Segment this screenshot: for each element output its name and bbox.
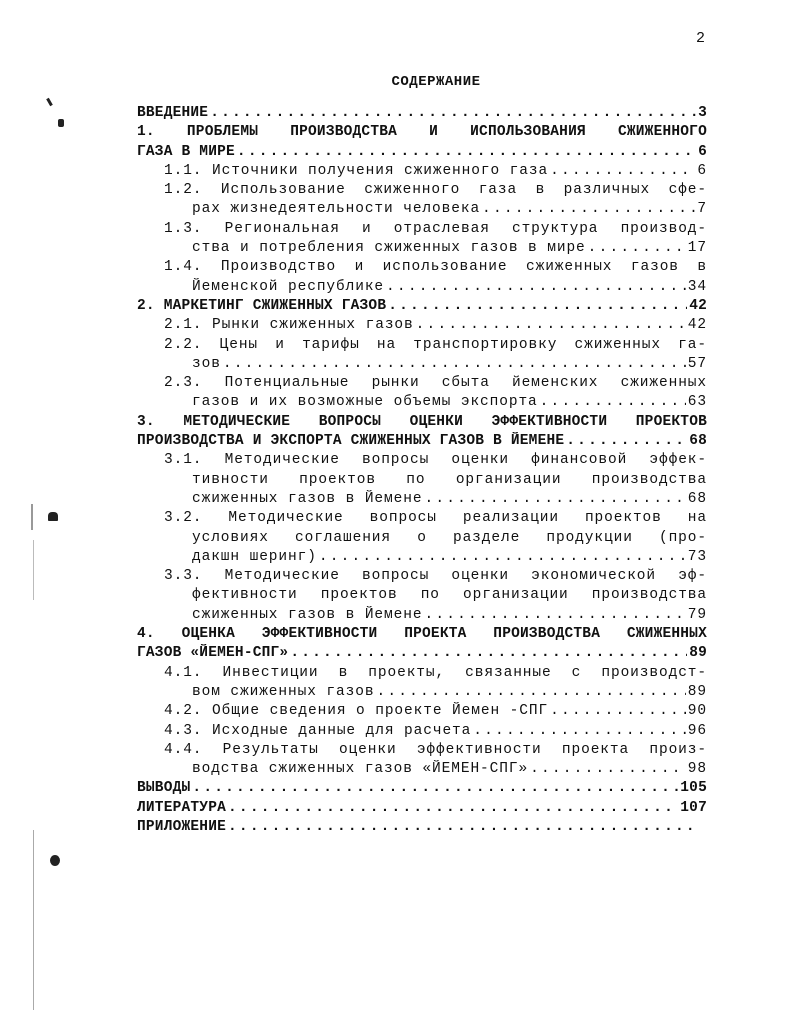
toc-entry-page: 73 (687, 548, 707, 565)
leader-dots (588, 239, 686, 258)
toc-entry-text: 1.1. Источники получения сжиженного газа (164, 162, 549, 179)
toc-entry-page: 7 (697, 201, 707, 218)
toc-title: СОДЕРЖАНИЕ (391, 74, 481, 90)
leader-dots (550, 702, 686, 721)
toc-entry-text: 2.1. Рынки сжиженных газов (164, 317, 414, 334)
toc-entry-page: 57 (687, 355, 707, 372)
toc-entry: 3.3. Методические вопросы оценки экономической эф- (164, 568, 707, 585)
toc-entry-text: Йеменской республике (192, 278, 385, 295)
leader-dots (290, 644, 687, 663)
toc-entry (137, 779, 707, 798)
toc-entry-text: сжиженных газов в Йемене (192, 606, 423, 623)
toc-entry-page: 96 (687, 722, 707, 739)
toc-entry-page: 17 (687, 240, 707, 257)
scan-mark (33, 540, 34, 600)
toc-entry: 3.1. Методические вопросы оценки финансовой эффек- (164, 452, 707, 469)
toc-entry-text: водства сжиженных газов «ЙЕМЕН-СПГ» (192, 761, 529, 778)
toc-entry: 1.4. Производство и использование сжиженных газов в (164, 259, 707, 276)
toc-entry (137, 683, 707, 702)
toc-entry: 2.2. Цены и тарифы на транспортировку сжиженных га- (164, 336, 707, 353)
toc-entry (137, 200, 707, 219)
toc-entry (137, 104, 707, 123)
leader-dots (376, 683, 685, 702)
toc-entry: 1.3. Региональная и отраслевая структура производ- (164, 220, 707, 237)
leader-dots (228, 799, 678, 818)
scan-mark (50, 855, 60, 866)
scan-mark (33, 830, 34, 1010)
toc-entry (137, 702, 707, 721)
toc-entry-text: дакшн шеринг) (192, 548, 317, 565)
leader-dots (424, 606, 685, 625)
toc-entry: 4.1. Инвестиции в проекты, связанные с производст- (164, 664, 707, 681)
leader-dots (416, 316, 686, 335)
toc-entry (137, 432, 707, 451)
scan-mark (31, 504, 33, 530)
toc-entry-text: ГАЗА В МИРЕ (137, 143, 235, 160)
toc-entry-text: газов и их возможные объемы экспорта (192, 394, 538, 411)
toc-entry (137, 606, 707, 625)
toc-entry-page: 42 (687, 317, 707, 334)
toc-entry: тивности проектов по организации производства (192, 471, 707, 488)
leader-dots (210, 104, 696, 123)
leader-dots (424, 490, 685, 509)
toc-entry: 1.2. Использование сжиженного газа в различных сфе- (164, 182, 707, 199)
toc-entry (137, 355, 707, 374)
toc-entry (137, 239, 707, 258)
toc-entry (137, 393, 707, 412)
toc-entry (137, 722, 707, 741)
scan-mark (58, 119, 64, 127)
toc-entry (137, 278, 707, 297)
toc-entry-page: 42 (689, 297, 707, 314)
toc-entry (137, 297, 707, 316)
toc-entry-page: 6 (697, 162, 707, 179)
toc-entry (137, 162, 707, 181)
toc-entry: фективности проектов по организации производства (192, 587, 707, 604)
toc-entry-page: 105 (680, 780, 707, 797)
scan-mark (48, 512, 58, 521)
toc-entry: 1. ПРОБЛЕМЫ ПРОИЗВОДСТВА И ИСПОЛЬЗОВАНИЯ СЖИЖЕННОГО (137, 124, 707, 141)
toc-entry-text: ПРОИЗВОДСТВА И ЭКСПОРТА СЖИЖЕННЫХ ГАЗОВ В ЙЕМЕНЕ (137, 433, 565, 450)
leader-dots (237, 143, 696, 162)
toc-entry-page: 34 (687, 278, 707, 295)
toc-entry-page: 89 (687, 683, 707, 700)
leader-dots (473, 722, 686, 741)
toc-entry-text: ства и потребления сжиженных газов в мире (192, 240, 586, 257)
toc-entry-text: ГАЗОВ «ЙЕМЕН-СПГ» (137, 645, 289, 662)
toc-entry (137, 490, 707, 509)
toc-entry-text: ВЫВОДЫ (137, 780, 191, 797)
leader-dots (192, 779, 678, 798)
page-number: 2 (696, 30, 706, 47)
leader-dots (530, 760, 686, 779)
toc-entry-text: зов (192, 355, 221, 372)
toc-entry-text: 4.3. Исходные данные для расчета (164, 722, 472, 739)
toc-entry: 3. МЕТОДИЧЕСКИЕ ВОПРОСЫ ОЦЕНКИ ЭФФЕКТИВНОСТИ ПРОЕКТОВ (137, 413, 707, 430)
toc-entry-page: 6 (698, 143, 707, 160)
toc-entry (137, 818, 707, 837)
leader-dots (550, 162, 695, 181)
toc-entry (137, 799, 707, 818)
leader-dots (223, 355, 686, 374)
scan-mark (46, 98, 53, 106)
toc-entry-page: 3 (698, 105, 707, 121)
toc-entry: условиях соглашения о разделе продукции (про- (192, 529, 707, 546)
toc-entry-text: 2. МАРКЕТИНГ СЖИЖЕННЫХ ГАЗОВ (137, 297, 387, 314)
toc-entry: 3.2. Методические вопросы реализации проектов на (164, 510, 707, 527)
toc-entry-text: сжиженных газов в Йемене (192, 490, 423, 507)
toc-entry-text: ВВЕДЕНИЕ (137, 105, 209, 121)
toc-entry-page: 63 (687, 394, 707, 411)
leader-dots (388, 297, 687, 316)
toc-entry-page: 79 (687, 606, 707, 623)
toc-entry-page: 107 (680, 799, 707, 816)
table-of-contents (137, 104, 707, 837)
leader-dots (386, 278, 686, 297)
toc-entry (137, 760, 707, 779)
toc-entry-page: 90 (687, 703, 707, 720)
toc-entry-page: 68 (689, 433, 707, 450)
toc-entry (137, 644, 707, 663)
toc-entry-text: вом сжиженных газов (192, 683, 375, 700)
toc-entry: 4. ОЦЕНКА ЭФФЕКТИВНОСТИ ПРОЕКТА ПРОИЗВОДСТВА СЖИЖЕННЫХ (137, 626, 707, 643)
toc-entry: 4.4. Результаты оценки эффективности проекта произ- (164, 741, 707, 758)
toc-entry-page: 98 (687, 761, 707, 778)
toc-entry: 2.3. Потенциальные рынки сбыта йеменских сжиженных (164, 375, 707, 392)
toc-entry (137, 316, 707, 335)
leader-dots (482, 200, 695, 219)
toc-entry-page: 89 (689, 645, 707, 662)
leader-dots (319, 548, 686, 567)
toc-entry (137, 143, 707, 162)
toc-entry-text: ЛИТЕРАТУРА (137, 799, 227, 816)
toc-entry (137, 548, 707, 567)
leader-dots (540, 393, 686, 412)
toc-entry-text: рах жизнедеятельности человека (192, 201, 481, 218)
toc-entry-text: 4.2. Общие сведения о проекте Йемен -СПГ (164, 703, 549, 720)
leader-dots (228, 818, 693, 837)
toc-entry-text: ПРИЛОЖЕНИЕ (137, 818, 227, 835)
leader-dots (566, 432, 687, 451)
toc-entry-page: 68 (687, 490, 707, 507)
